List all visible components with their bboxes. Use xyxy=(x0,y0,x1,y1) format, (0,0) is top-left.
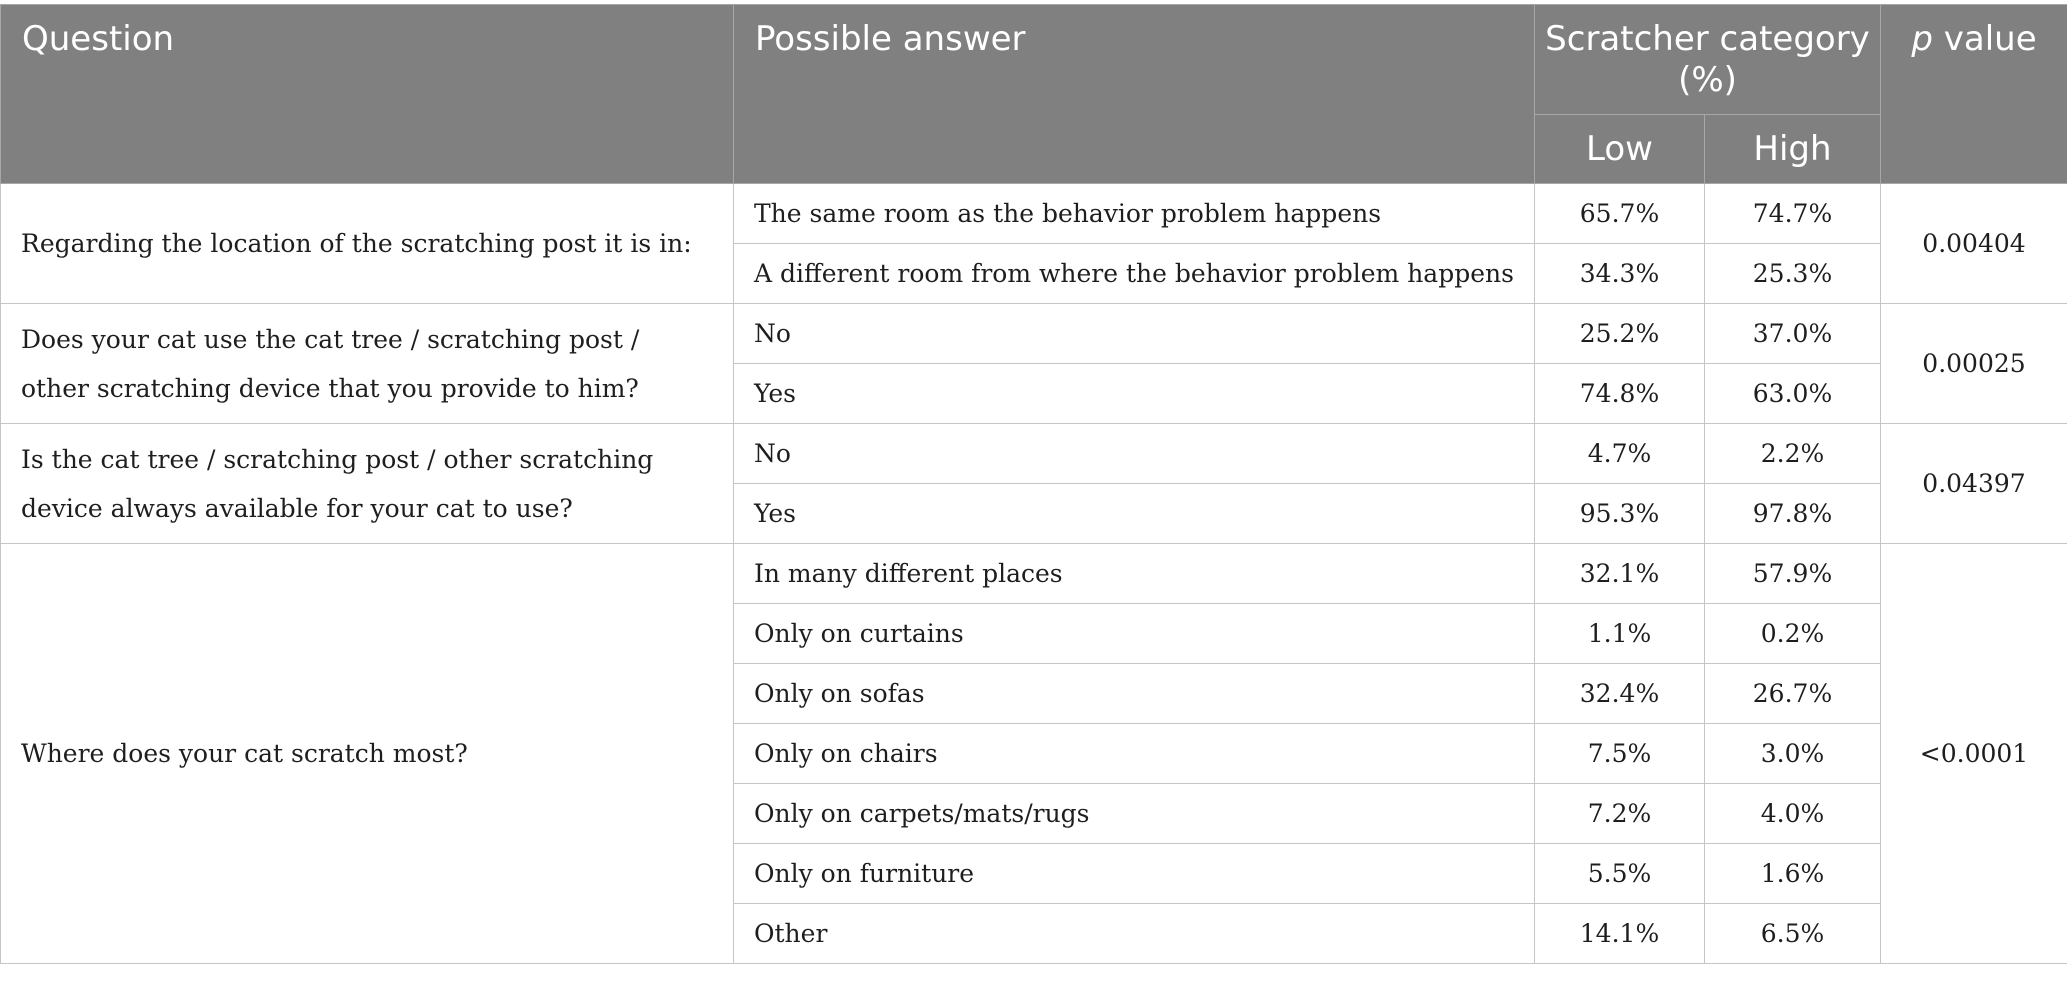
high-percent-cell: 97.8% xyxy=(1705,484,1881,544)
high-percent-cell: 4.0% xyxy=(1705,784,1881,844)
answer-cell: No xyxy=(734,424,1535,484)
answer-cell: Only on carpets/mats/rugs xyxy=(734,784,1535,844)
answer-cell: Only on sofas xyxy=(734,664,1535,724)
table-body xyxy=(1,184,2067,964)
high-percent-cell: 1.6% xyxy=(1705,844,1881,904)
high-percent-cell: 6.5% xyxy=(1705,904,1881,964)
p-value-cell: <0.0001 xyxy=(1881,544,2067,964)
low-percent-cell: 32.1% xyxy=(1535,544,1705,604)
answer-cell: Only on furniture xyxy=(734,844,1535,904)
low-percent-cell: 34.3% xyxy=(1535,244,1705,304)
question-cell: Is the cat tree / scratching post / other scratching device always available for your cat to use? xyxy=(1,424,734,544)
answer-cell: Yes xyxy=(734,484,1535,544)
header-p-rest: value xyxy=(1932,19,2037,59)
high-percent-cell: 37.0% xyxy=(1705,304,1881,364)
header-question: Question xyxy=(1,5,734,184)
header-possible-answer: Possible answer xyxy=(734,5,1535,184)
low-percent-cell: 7.2% xyxy=(1535,784,1705,844)
header-scratcher-category: Scratcher category (%) xyxy=(1535,5,1881,115)
low-percent-cell: 32.4% xyxy=(1535,664,1705,724)
low-percent-cell: 4.7% xyxy=(1535,424,1705,484)
results-table xyxy=(0,4,2067,964)
header-low: Low xyxy=(1535,115,1705,184)
high-percent-cell: 25.3% xyxy=(1705,244,1881,304)
high-percent-cell: 3.0% xyxy=(1705,724,1881,784)
table-header xyxy=(1,5,2067,184)
high-percent-cell: 0.2% xyxy=(1705,604,1881,664)
question-cell: Does your cat use the cat tree / scratching post / other scratching device that you provide to him? xyxy=(1,304,734,424)
question-cell: Regarding the location of the scratching post it is in: xyxy=(1,184,734,304)
high-percent-cell: 2.2% xyxy=(1705,424,1881,484)
high-percent-cell: 26.7% xyxy=(1705,664,1881,724)
answer-cell: No xyxy=(734,304,1535,364)
high-percent-cell: 63.0% xyxy=(1705,364,1881,424)
low-percent-cell: 65.7% xyxy=(1535,184,1705,244)
low-percent-cell: 95.3% xyxy=(1535,484,1705,544)
low-percent-cell: 5.5% xyxy=(1535,844,1705,904)
header-p-italic: p xyxy=(1911,19,1933,59)
table-row xyxy=(1,424,2067,484)
table-row xyxy=(1,304,2067,364)
answer-cell: Only on chairs xyxy=(734,724,1535,784)
low-percent-cell: 25.2% xyxy=(1535,304,1705,364)
high-percent-cell: 74.7% xyxy=(1705,184,1881,244)
p-value-cell: 0.04397 xyxy=(1881,424,2067,544)
answer-cell: Other xyxy=(734,904,1535,964)
header-p-value xyxy=(1881,5,2067,184)
low-percent-cell: 74.8% xyxy=(1535,364,1705,424)
answer-cell: A different room from where the behavior problem happens xyxy=(734,244,1535,304)
answer-cell: Yes xyxy=(734,364,1535,424)
low-percent-cell: 1.1% xyxy=(1535,604,1705,664)
answer-cell: The same room as the behavior problem happens xyxy=(734,184,1535,244)
answer-cell: Only on curtains xyxy=(734,604,1535,664)
low-percent-cell: 7.5% xyxy=(1535,724,1705,784)
question-cell: Where does your cat scratch most? xyxy=(1,544,734,964)
answer-cell: In many different places xyxy=(734,544,1535,604)
table-row xyxy=(1,184,2067,244)
low-percent-cell: 14.1% xyxy=(1535,904,1705,964)
header-high: High xyxy=(1705,115,1881,184)
p-value-cell: 0.00404 xyxy=(1881,184,2067,304)
high-percent-cell: 57.9% xyxy=(1705,544,1881,604)
table-row xyxy=(1,544,2067,604)
p-value-cell: 0.00025 xyxy=(1881,304,2067,424)
